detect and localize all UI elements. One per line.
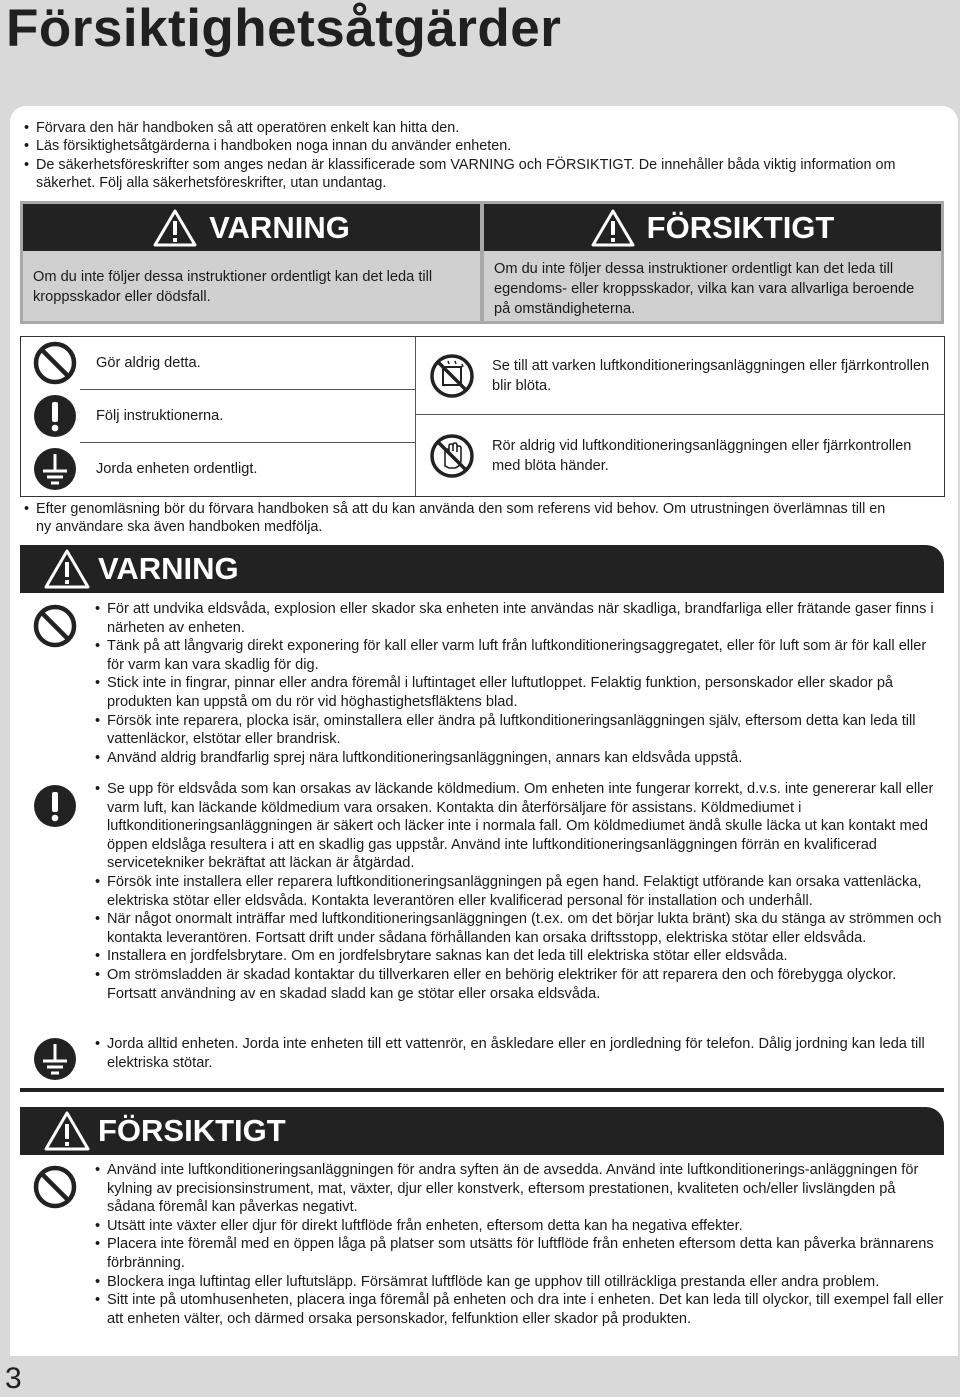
forsiktigt-section-title: FÖRSIKTIGT	[98, 1113, 286, 1148]
section-divider	[20, 1088, 944, 1092]
prohibition-icon	[32, 340, 78, 386]
list-item: • När något onormalt inträffar med luftkonditioneringsanläggningen (t.ex. om det börjar lukta bränt) ska du stänga av strömmen och kontakta leverantören. Fortsatt drift under sådana förhållanden kan orsaka driftsstopp, elektriska stötar eller eldsvåda.	[95, 910, 947, 947]
list-item: • Tänk på att långvarig direkt exponering för kall eller varm luft från luftkonditioneringsaggregatet, eller för luft som är för kall eller för varm kan vara skadlig för dig.	[95, 637, 937, 674]
caution-definition-label: FÖRSIKTIGT	[646, 209, 835, 245]
ground-icon	[32, 1036, 78, 1082]
no-water-icon	[428, 352, 476, 400]
list-item: • Stick inte in fingrar, pinnar eller andra föremål i luftintaget eller luftutloppet. Felaktig funktion, personskador eller skador på produkten kan uppstå om du rör vid höghastighetsfläktens blad.	[95, 674, 937, 711]
list-item: • Placera inte föremål med en öppen låga på platser som utsätts för luftflöde från enheten eftersom detta kan påverka brännarens förbränning.	[95, 1235, 947, 1272]
ground-icon	[32, 446, 78, 492]
mandatory-action-icon	[32, 393, 78, 439]
mandatory-action-icon	[32, 783, 78, 829]
prohibition-icon	[32, 603, 78, 649]
intro-item: • Förvara den här handboken så att operatören enkelt kan hitta den.	[24, 119, 904, 137]
list-item: • För att undvika eldsvåda, explosion eller skador ska enheten inte användas när skadliga, brandfarliga eller frätande gaser finns i närheten av enheten.	[95, 600, 937, 637]
caution-definition-text: Om du inte följer dessa instruktioner ordentligt kan det leda till egendoms- eller kroppsskador, vilka kan vara allvarliga beroende på omständigheterna.	[494, 261, 915, 317]
caution-definition-header	[484, 204, 941, 251]
after-note-list	[24, 500, 904, 537]
list-item: • Använd aldrig brandfarlig sprej nära luftkonditioneringsanläggningen, annars kan eldsvåda uppstå.	[95, 749, 937, 768]
forsiktigt-prohibit-list	[95, 1161, 947, 1328]
list-item: • Utsätt inte växter eller djur för direkt luftflöde från enheten, eftersom detta kan ha negativa effekter.	[95, 1217, 947, 1236]
warning-triangle-icon	[591, 209, 635, 247]
warning-definition-label: VARNING	[209, 209, 350, 245]
varning-prohibit-list	[95, 600, 937, 767]
page-number: 3	[5, 1362, 22, 1395]
varning-ground-list	[95, 1035, 937, 1072]
list-item: • Om strömsladden är skadad kontaktar du tillverkaren eller en behörig elektriker för att reparera den och förebygga olyckor. Fortsatt användning av en skadad sladd kan ge stötar eller orsaka eldsvåda.	[95, 966, 947, 1003]
symbol-ground-label: Jorda enheten ordentligt.	[96, 461, 258, 477]
list-item: • Använd inte luftkonditioneringsanläggningen för andra syften än de avsedda. Använd inte luftkonditionerings-anläggningen för kylning av precisionsinstrument, mat, växter, djur eller konstverk, eftersom prestationen, kvaliteten och/eller livslängden på sådana föremål kan påverkas negativt.	[95, 1161, 947, 1217]
varning-follow-list	[95, 780, 947, 1003]
varning-section-header	[20, 545, 944, 593]
forsiktigt-section-header	[20, 1107, 944, 1155]
symbol-follow-label: Följ instruktionerna.	[96, 408, 224, 424]
list-item: • Sitt inte på utomhusenheten, placera inga föremål på enheten och dra inte i enheten. Det kan leda till olyckor, till exempel fall eller att enheten välter, och därmed orsaka personskador, felfunktion eller skador på produkten.	[95, 1291, 947, 1328]
list-item: • Se upp för eldsvåda som kan orsakas av läckande köldmedium. Om enheten inte fungerar korrekt, d.v.s. inte genererar kall eller varm luft, kan läckande köldmedium vara orsaken. Kontakta din återförsäljare för assistans. Köldmediumet i luftkonditioneringsanläggningen är säkert och läcker inte i normala fall. Om köldmediumet ändå skulle läcka ut kan kontakt med öppen eldslåga resultera i att en skadlig gas uppstår. Använd inte luftkonditioneringsanläggningen förrän en kvalificerad servicetekniker bekräftat att läckan är åtgärdad.	[95, 780, 947, 873]
symbol-no-wet-label: Se till att varken luftkonditioneringsanläggningen eller fjärrkontrollen blir blöta.	[492, 358, 930, 394]
warning-definition-header	[23, 204, 480, 251]
list-item: • Försök inte installera eller reparera luftkonditioneringsanläggningen på egen hand. Felaktigt utförande kan orsaka vattenläcka, elektriska stötar eller eldsvåda. Kontakta leverantören eller kvalificerad personal för installation och underhåll.	[95, 873, 947, 910]
symbol-prohibit-label: Gör aldrig detta.	[96, 355, 201, 371]
warning-definition-box	[20, 201, 483, 324]
varning-section-title: VARNING	[98, 551, 239, 586]
symbol-no-wet-hands-label: Rör aldrig vid luftkonditioneringsanläggningen eller fjärrkontrollen med blöta händer.	[492, 438, 912, 474]
intro-item: • Läs försiktighetsåtgärderna i handboken noga innan du använder enheten.	[24, 137, 904, 155]
warning-definition-text: Om du inte följer dessa instruktioner ordentligt kan det leda till kroppsskador eller dödsfall.	[33, 269, 433, 305]
warning-triangle-icon	[44, 549, 90, 589]
page-title: Försiktighetsåtgärder	[6, 0, 562, 58]
caution-definition-box	[481, 201, 944, 324]
after-note: • Efter genomläsning bör du förvara handboken så att du kan använda den som referens vid behov. Om utrustningen överlämnas till en ny användare ska även handboken medfölja.	[24, 500, 904, 537]
warning-triangle-icon	[153, 209, 197, 247]
list-item: • Jorda alltid enheten. Jorda inte enheten till ett vattenrör, en åskledare eller en jordledning för telefon. Dålig jordning kan leda till elektriska stötar.	[95, 1035, 937, 1072]
intro-list	[24, 119, 904, 193]
list-item: • Installera en jordfelsbrytare. Om en jordfelsbrytare saknas kan det leda till elektriska stötar eller eldsvåda.	[95, 947, 947, 966]
no-wet-hands-icon	[428, 432, 476, 480]
intro-item: • De säkerhetsföreskrifter som anges nedan är klassificerade som VARNING och FÖRSIKTIGT. De innehåller båda viktig information om säkerhet. Följ alla säkerhetsföreskrifter, utan undantag.	[24, 156, 904, 193]
warning-triangle-icon	[44, 1111, 90, 1151]
list-item: • Blockera inga luftintag eller luftutsläpp. Försämrat luftflöde kan ge upphov till otillräckliga prestanda eller andra problem.	[95, 1273, 947, 1292]
list-item: • Försök inte reparera, plocka isär, ominstallera eller ändra på luftkonditioneringsanläggningen själv, eftersom detta kan leda till vattenläckor, elstötar eller brandrisk.	[95, 712, 937, 749]
prohibition-icon	[32, 1164, 78, 1210]
